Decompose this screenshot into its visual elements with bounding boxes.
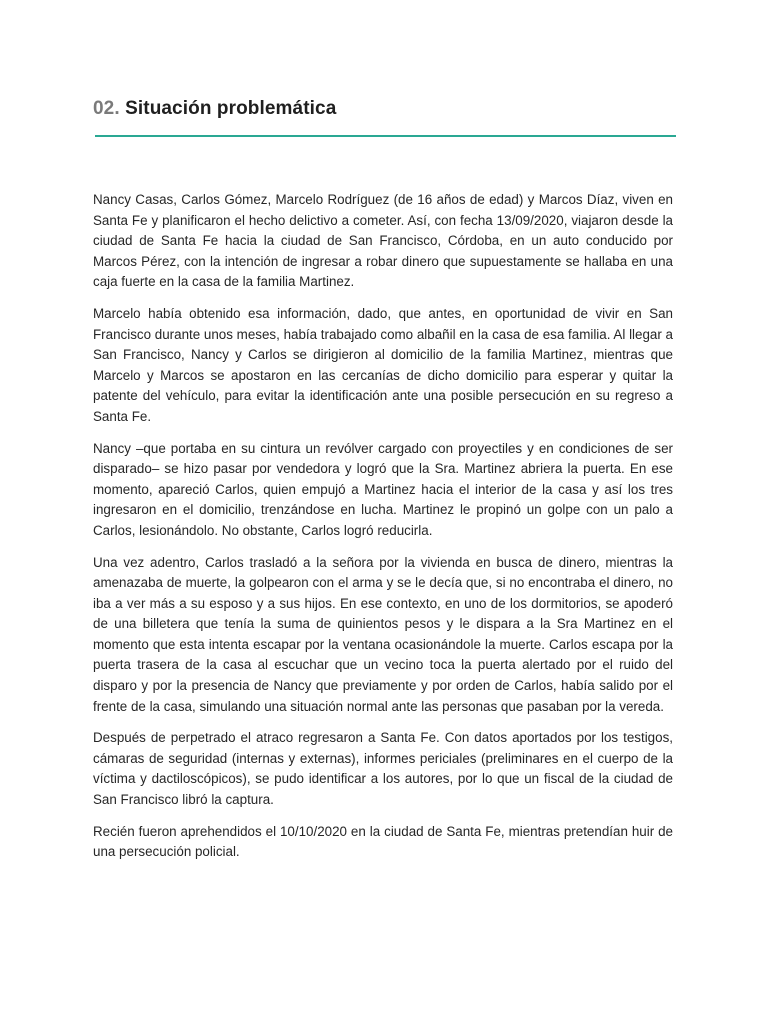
paragraph-2: Marcelo había obtenido esa información, dado, que antes, en oportunidad de vivir en San Francisco durante unos meses, había trabajado como albañil en la casa de esa familia. Al llegar a San Francisco, Nancy y Carlos se dirigieron al domicilio de la familia Martinez, mientras que Marcelo y Marcos se apostaron en las cercanías de dicho domicilio para esperar y quitar la patente del vehículo, para evitar la identificación ante una posible persecución en su regreso a Santa Fe. xyxy=(93,305,673,424)
paragraph-4: Una vez adentro, Carlos trasladó a la señora por la vivienda en busca de dinero, mientras la amenazaba de muerte, la golpearon con el arma y se le decía que, si no encontraba el dinero, no iba a ver más a su esposo y a sus hijos. En ese contexto, en uno de los dormitorios, se apoderó de una billetera que tenía la suma de quinientos pesos y le dispara a la Sra Martinez en el momento que esta intenta escapar por la ventana ocasionándole la muerte. Carlos escapa por la puerta trasera de la casa al escuchar que un vecino toca la puerta alertado por el ruido del disparo y por la presencia de Nancy que previamente y por orden de Carlos, había salido por el frente de la casa, simulando una situación normal ante las personas que pasaban por la vereda. xyxy=(93,554,673,714)
paragraph-1: Nancy Casas, Carlos Gómez, Marcelo Rodríguez (de 16 años de edad) y Marcos Díaz, viven en Santa Fe y planificaron el hecho delictivo a cometer. Así, con fecha 13/09/2020, viajaron desde la ciudad de Santa Fe hacia la ciudad de San Francisco, Córdoba, en un auto conducido por Marcos Pérez, con la intención de ingresar a robar dinero que supuestamente se hallaba en una caja fuerte en la casa de la familia Martinez. xyxy=(93,192,673,290)
section-number: 02. xyxy=(93,98,120,119)
body-text xyxy=(93,190,673,874)
paragraph-6: Recién fueron aprehendidos el 10/10/2020 en la ciudad de Santa Fe, mientras pretendían huir de una persecución policial. xyxy=(93,823,673,860)
section-title: Situación problemática xyxy=(125,98,337,119)
section-heading xyxy=(93,98,336,120)
paragraph-3: Nancy –que portaba en su cintura un revólver cargado con proyectiles y en condiciones de ser disparado– se hizo pasar por vendedora y logró que la Sra. Martinez abriera la puerta. En ese momento, apareció Carlos, quien empujó a Martinez hacia el interior de la casa y así los tres ingresaron en el domicilio, trenzándose en lucha. Martinez le propinó un golpe con un palo a Carlos, lesionándolo. No obstante, Carlos logró reducirla. xyxy=(93,440,673,538)
paragraph-5: Después de perpetrado el atraco regresaron a Santa Fe. Con datos aportados por los testigos, cámaras de seguridad (internas y externas), informes periciales (preliminares en el cuerpo de la víctima y dactiloscópicos), se pudo identificar a los autores, por lo que un fiscal de la ciudad de San Francisco libró la captura. xyxy=(93,730,673,808)
section-divider xyxy=(95,135,676,137)
